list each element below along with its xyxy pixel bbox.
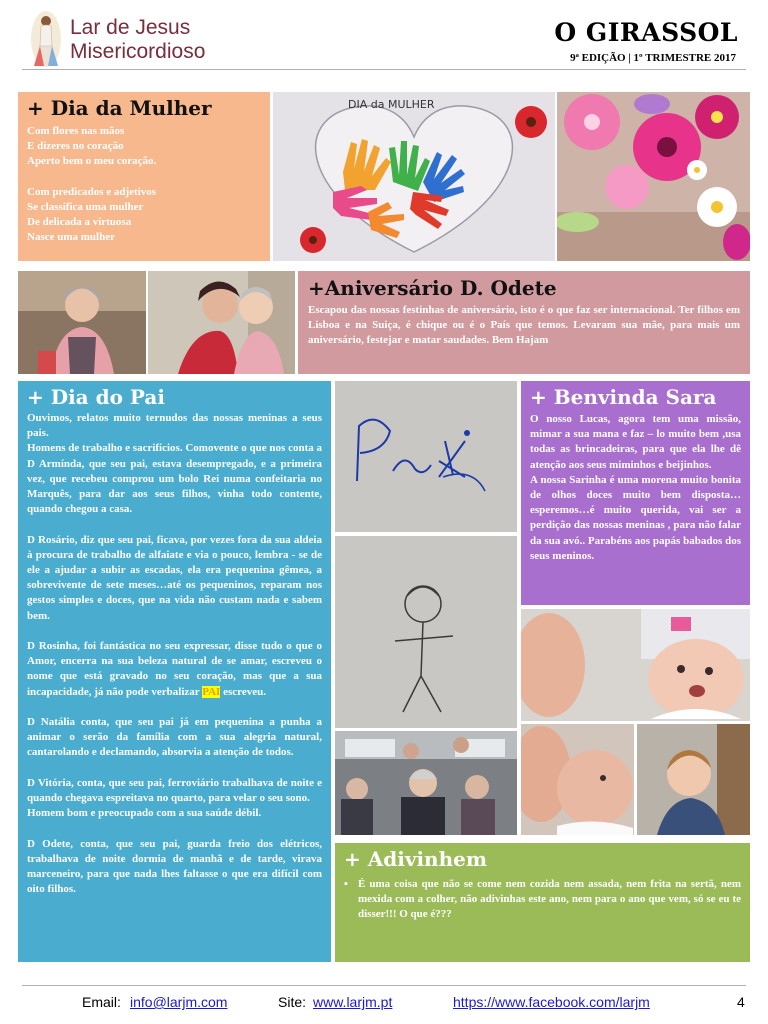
spacer [27, 821, 322, 836]
pai-paragraph: D Odete, conta, que seu pai, guarda freio dos elétricos, trabalhava de noite dormia de manhã e de tarde, virava marceneiro, para que nada lhes faltasse o que era difícil com oito filhos. [27, 837, 322, 896]
pai-paragraph: D Natália conta, que seu pai já em pequenina a punha a animar o serão da família com a sua alegria natural, cantarolando e declamando, absorvia a atenção de todos. [27, 716, 322, 759]
pai-paragraph: Ouvimos, relatos muito ternudos das nossas meninas a seus pais. [27, 412, 322, 440]
sara-paragraph: A nossa Sarinha é uma morena muito bonita de olhos doces muito bem disposta…esperemos…é muito querida, vai ser a perdição das nossas meninas , para não falar da sua avó.. Parabéns aos papás babados dos seus meninos. [530, 473, 741, 562]
pai-body [27, 411, 322, 898]
email-label: Email: [82, 994, 121, 1010]
pai-highlight: PAI [202, 685, 221, 698]
jesus-logo-icon [30, 10, 62, 68]
odete-title: +Aniversário D. Odete [308, 276, 557, 300]
site-link[interactable]: www.larjm.pt [313, 994, 393, 1010]
odete-text: Escapou das nossas festinhas de aniversário, isto é o que faz ser internacional. Ter filhos em Lisboa e na Suiça, é chique ou é o País que temos. Levaram sua mãe, para mais um aniversário, festejar e matar saudades. Bem Hajam [308, 304, 740, 347]
pai-p4-end: escreveu. [220, 685, 266, 698]
spacer [27, 761, 322, 776]
odete-kiss-photo [148, 271, 295, 374]
poem-line: Com flores nas mãos [27, 125, 125, 137]
adivinhem-text: É uma coisa que não se come nem cozida nem assada, nem frita na sertã, nem mexida com a colher, não adivinhas este ano, nem para o ano que vem, só se eu te disser!!! O que é??? [358, 878, 741, 921]
pai-paragraph: Homem bom e preocupado com a sua saúde débil. [27, 807, 262, 820]
pai-paragraph [27, 639, 322, 700]
facebook-link[interactable]: https://www.facebook.com/larjm [453, 994, 650, 1010]
pai-paragraph: D Rosário, diz que seu pai, ficava, por vezes fora da sua aldeia à procura de trabalho de alfaiate e via o pouco, lembra - se de ele a ajudar a subir as escadas, ela era pequenina gêmea, a sobrevivente de sete meses…até os pequeninos, reparam nos gestos simples e doces, que na vida não custam nada e sabem bem. [27, 533, 322, 622]
poem-line: Com predicados e adjetivos [27, 185, 157, 198]
toddler-photo [637, 724, 750, 835]
siblings-photo [521, 609, 750, 721]
sara-title: + Benvinda Sara [530, 385, 717, 409]
mulher-section [18, 92, 270, 261]
poem-line: E dizeres no coração [27, 140, 124, 153]
sara-paragraph: O nosso Lucas, agora tem uma missão, mimar a sua mana e faz – lo muito bem ,usa todas as brincadeiras, para que ela lhe dê atenção aos seus miminhos e beijinhos. [530, 413, 741, 471]
mulher-hands-drawing-image [273, 92, 555, 261]
bullet-icon: ▪ [344, 878, 348, 890]
pai-paragraph: D Vitória, conta, que seu pai, ferroviário trabalhava de noite e quando chegava espreitava no quarto, para velar o seu sono. [27, 776, 322, 805]
pai-writing-drawing-image [335, 381, 517, 532]
adivinhem-riddle [344, 877, 741, 923]
poem-line: Aperto bem o meu coração. [27, 155, 157, 168]
edition-label: 9ª EDIÇÃO | 1º TRIMESTRE 2017 [570, 52, 736, 64]
spacer [27, 517, 322, 532]
newsletter-title: O GIRASSOL [554, 18, 738, 47]
poem-line: Se classifica uma mulher [27, 201, 144, 214]
odete-portrait-photo [18, 271, 146, 374]
email-link[interactable]: info@larjm.com [130, 994, 228, 1010]
spacer [27, 700, 322, 715]
drawing-title: DIA da MULHER [348, 98, 435, 111]
pai-p4-text: D Rosinha, foi fantástica no seu expressar, disse tudo o que o Amor, encerra na sua beleza natural de se amar, escreveu o nome que está gravado no seu coração, mas que a sua incapacidade, já não pode verbalizar [27, 640, 322, 698]
stick-figure-drawing-image [335, 536, 517, 728]
odete-section [298, 271, 750, 374]
org-name-line2: Misericordioso [70, 40, 206, 63]
mulher-poem [27, 124, 261, 246]
sara-section [521, 381, 750, 605]
pai-section [18, 381, 331, 962]
pai-title: + Dia do Pai [27, 385, 165, 409]
adivinhem-section [335, 843, 750, 962]
mulher-title: + Dia da Mulher [27, 96, 212, 120]
site-label: Site: [278, 994, 307, 1010]
header-rule [22, 69, 746, 70]
residents-van-photo [335, 731, 517, 835]
flowers-photo [557, 92, 750, 261]
footer [0, 994, 768, 1018]
org-name-line1: Lar de Jesus [70, 16, 191, 39]
kiss-baby-photo [521, 724, 634, 835]
pai-paragraph: Homens de trabalho e sacrifícios. Comovente o que nos conta a D Armínda, que seu pai, estava desempregado, e a primeira vez, que recebeu comprou um bolo Rei numa confeitaria no Marquês, para dar aos seus filhos, vinha todo contente, quando chegou a casa. [27, 442, 322, 516]
header [0, 0, 768, 80]
poem-line: Nasce uma mulher [27, 231, 115, 244]
poem-line: De delicada a virtuosa [27, 216, 132, 229]
spacer [27, 624, 322, 639]
poem-line [27, 170, 261, 185]
adivinhem-title: + Adivinhem [344, 847, 488, 871]
footer-rule [22, 985, 746, 986]
page-number: 4 [737, 994, 745, 1010]
sara-body [530, 412, 741, 564]
